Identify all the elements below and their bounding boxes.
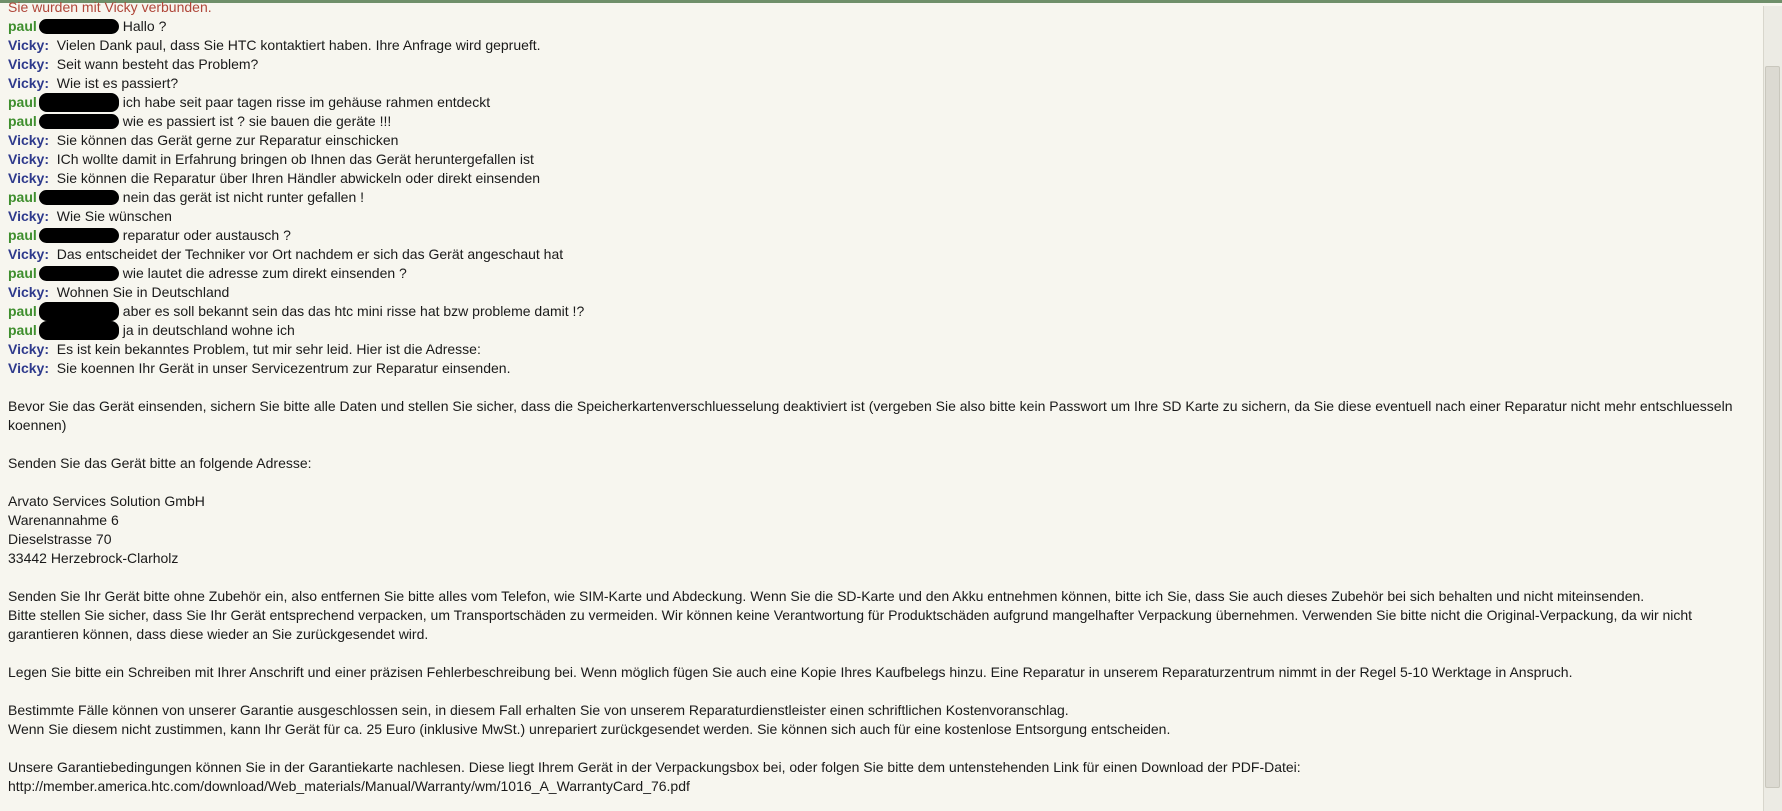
chat-message <box>8 188 1758 207</box>
sender-name: Vicky: <box>8 246 49 262</box>
sender-name: Vicky: <box>8 341 49 357</box>
message-text: Wie ist es passiert? <box>56 75 179 91</box>
chat-message <box>8 169 1758 188</box>
scrollbar-thumb[interactable] <box>1765 66 1780 788</box>
warranty-pdf-link[interactable]: http://member.america.htc.com/download/Web_materials/Manual/Warranty/wm/1016_A_WarrantyCard_76.pdf <box>8 778 690 794</box>
chat-message <box>8 131 1758 150</box>
paragraph-packaging: Bitte stellen Sie sicher, dass Sie Ihr Gerät entsprechend verpacken, um Transportschäden zu vermeiden. Wir können keine Verantwortung für Produktschäden aufgrund mangelhafter Verpackung übernehmen. Verwenden Sie bitte nicht die Original-Verpackung, da wir nicht garantieren können, dass diese wieder an Sie zurückgesendet wird. <box>8 607 1693 642</box>
message-text: Seit wann besteht das Problem? <box>56 56 259 72</box>
paragraph-backup: Bevor Sie das Gerät einsenden, sichern Sie bitte alle Daten und stellen Sie sicher, dass die Speicherkartenverschluesselung deaktiviert ist (vergeben Sie also bitte kein Passwort um Ihre SD Karte zu sichern, da Sie diese eventuell nach einer Reparatur nicht mehr entschluesseln koennen) <box>8 398 1733 433</box>
sender-name: Vicky: <box>8 56 49 72</box>
chat-message <box>8 264 1758 283</box>
chat-message <box>8 93 1758 112</box>
message-body <box>8 397 1758 796</box>
sender-name: paul <box>8 94 37 110</box>
paragraph-letter: Legen Sie bitte ein Schreiben mit Ihrer Anschrift und einer präzisen Fehlerbeschreibung bei. Wenn möglich fügen Sie auch eine Kopie Ihres Kaufbelegs hinzu. Eine Reparatur in unserem Reparaturzentrum nimmt in der Regel 5-10 Werktage in Anspruch. <box>8 664 1573 680</box>
chat-message <box>8 302 1758 321</box>
sender-name: paul <box>8 322 37 338</box>
sender-name: paul <box>8 18 37 34</box>
sender-name: Vicky: <box>8 75 49 91</box>
chat-message <box>8 245 1758 264</box>
sender-name: Vicky: <box>8 284 49 300</box>
sender-name: Vicky: <box>8 132 49 148</box>
chat-message <box>8 283 1758 302</box>
paragraph-warranty-exclusion: Bestimmte Fälle können von unserer Garantie ausgeschlossen sein, in diesem Fall erhalten Sie von unserem Reparaturdienstleister einen schriftlichen Kostenvoranschlag. <box>8 702 1069 718</box>
paragraph-warranty-card: Unsere Garantiebedingungen können Sie in der Garantiekarte nachlesen. Diese liegt Ihrem Gerät in der Verpackungsbox bei, oder folgen Sie bitte dem untenstehenden Link für einen Download der PDF-Datei: <box>8 759 1301 775</box>
chat-message <box>8 17 1758 36</box>
chat-transcript <box>8 0 1758 796</box>
sender-name: Vicky: <box>8 360 49 376</box>
chat-message <box>8 55 1758 74</box>
redacted-name <box>39 19 119 34</box>
chat-message <box>8 321 1758 340</box>
chat-message <box>8 226 1758 245</box>
redacted-name <box>39 228 119 243</box>
redacted-name <box>39 266 119 281</box>
chat-message <box>8 359 1758 378</box>
sender-name: Vicky: <box>8 151 49 167</box>
paragraph-return-fee: Wenn Sie diesem nicht zustimmen, kann Ihr Gerät für ca. 25 Euro (inklusive MwSt.) unrepariert zurückgesendet werden. Sie können sich auch für eine kostenlose Entsorgung entscheiden. <box>8 721 1171 737</box>
sender-name: paul <box>8 265 37 281</box>
address-line: Dieselstrasse 70 <box>8 531 112 547</box>
message-text: ICh wollte damit in Erfahrung bringen ob Ihnen das Gerät heruntergefallen ist <box>56 151 534 167</box>
message-text: Sie können die Reparatur über Ihren Händler abwickeln oder direkt einsenden <box>56 170 541 186</box>
sender-name: Vicky: <box>8 37 49 53</box>
sender-name: paul <box>8 189 37 205</box>
message-text: wie es passiert ist ? sie bauen die geräte !!! <box>122 113 392 129</box>
paragraph-accessories: Senden Sie Ihr Gerät bitte ohne Zubehör ein, also entfernen Sie bitte alles vom Telefon, wie SIM-Karte und Abdeckung. Wenn Sie die SD-Karte und den Akku entnehmen können, bitte ich Sie, dass Sie auch dieses Zubehör bei sich behalten und nicht miteinsenden. <box>8 588 1645 604</box>
sender-name: paul <box>8 303 37 319</box>
vertical-scrollbar[interactable] <box>1763 6 1782 811</box>
address-line: Arvato Services Solution GmbH <box>8 493 205 509</box>
message-text: wie lautet die adresse zum direkt einsenden ? <box>122 265 407 281</box>
message-text: Vielen Dank paul, dass Sie HTC kontaktiert haben. Ihre Anfrage wird geprueft. <box>56 37 541 53</box>
redacted-name <box>39 93 119 112</box>
sender-name: Vicky: <box>8 208 49 224</box>
message-text: reparatur oder austausch ? <box>122 227 291 243</box>
message-text: Wie Sie wünschen <box>56 208 172 224</box>
sender-name: paul <box>8 113 37 129</box>
redacted-name <box>39 302 119 321</box>
message-text: Sie können das Gerät gerne zur Reparatur einschicken <box>56 132 399 148</box>
address-line: Warenannahme 6 <box>8 512 119 528</box>
paragraph-send-to: Senden Sie das Gerät bitte an folgende Adresse: <box>8 455 312 471</box>
chat-message <box>8 207 1758 226</box>
message-text: Es ist kein bekanntes Problem, tut mir sehr leid. Hier ist die Adresse: <box>56 341 481 357</box>
address-line: 33442 Herzebrock-Clarholz <box>8 550 179 566</box>
message-text: Wohnen Sie in Deutschland <box>56 284 230 300</box>
message-text: ich habe seit paar tagen risse im gehäuse rahmen entdeckt <box>122 94 491 110</box>
redacted-name <box>39 190 119 205</box>
chat-message <box>8 36 1758 55</box>
chat-message <box>8 74 1758 93</box>
message-text: nein das gerät ist nicht runter gefallen ! <box>122 189 365 205</box>
sender-name: Vicky: <box>8 170 49 186</box>
message-text: ja in deutschland wohne ich <box>122 322 295 338</box>
message-text: aber es soll bekannt sein das das htc mini risse hat bzw probleme damit !? <box>122 303 585 319</box>
redacted-name <box>39 321 119 340</box>
message-text: Hallo ? <box>122 18 167 34</box>
chat-message <box>8 340 1758 359</box>
chat-message <box>8 112 1758 131</box>
sender-name: paul <box>8 227 37 243</box>
chat-message <box>8 150 1758 169</box>
message-text: Sie koennen Ihr Gerät in unser Servicezentrum zur Reparatur einsenden. <box>56 360 511 376</box>
system-notice: Sie wurden mit Vicky verbunden. <box>8 0 212 15</box>
redacted-name <box>39 114 119 129</box>
message-text: Das entscheidet der Techniker vor Ort nachdem er sich das Gerät angeschaut hat <box>56 246 564 262</box>
